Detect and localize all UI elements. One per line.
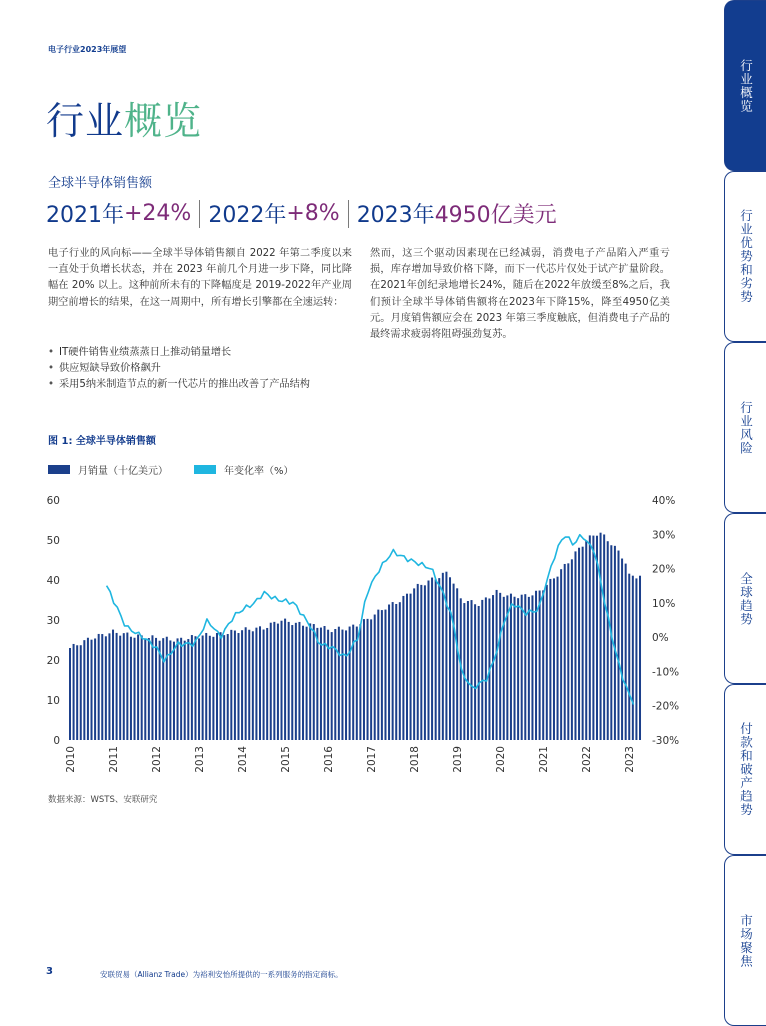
bar — [406, 594, 408, 740]
bar — [191, 635, 193, 740]
bar — [288, 622, 290, 740]
bar — [151, 635, 153, 740]
bar — [628, 574, 630, 740]
headline-year-2021: 2021年 — [46, 203, 124, 228]
x-tick-label: 2022 — [581, 746, 594, 773]
bar — [341, 630, 343, 740]
bar — [69, 648, 71, 740]
bar — [453, 584, 455, 740]
headline-stats — [46, 198, 557, 229]
y2-tick-label: -20% — [652, 700, 680, 713]
x-tick-label: 2016 — [323, 746, 336, 773]
bar — [302, 626, 304, 740]
bar — [277, 624, 279, 740]
bar — [313, 624, 315, 740]
bar — [456, 588, 458, 740]
header-label: 电子行业2023年展望 — [48, 45, 127, 54]
bar — [270, 623, 272, 740]
page-title-part2: 概览 — [124, 99, 203, 143]
bar — [259, 626, 261, 740]
bar — [625, 564, 627, 740]
side-tab-label: 全球趋势 — [738, 571, 754, 626]
side-tab-label: 付款和破产趋势 — [738, 722, 754, 817]
bullet-item: • IT硬件销售业绩蒸蒸日上推动销量增长 — [48, 345, 368, 361]
bar — [76, 645, 78, 740]
bar — [417, 584, 419, 740]
bar — [578, 548, 580, 740]
bar — [449, 577, 451, 740]
legend-label-line: 年变化率（%） — [224, 466, 294, 477]
bar — [162, 638, 164, 740]
legend-swatch-line — [194, 465, 216, 474]
bar — [553, 578, 555, 740]
bar — [539, 591, 541, 741]
bar — [241, 630, 243, 740]
bar — [137, 634, 139, 740]
bar — [184, 641, 186, 740]
bullet-item: • 供应短缺导致价格飙升 — [48, 361, 368, 377]
bar — [632, 576, 634, 740]
x-tick-label: 2019 — [452, 746, 465, 773]
bar — [227, 634, 229, 740]
side-tab-industry-overview[interactable] — [724, 0, 766, 171]
legend-label-bars: 月销量（十亿美元） — [78, 466, 168, 477]
data-source-note: 数据来源：WSTS、安联研究 — [48, 795, 158, 805]
bar — [514, 597, 516, 740]
headline-value-2021: +24% — [124, 201, 192, 226]
bar — [248, 630, 250, 740]
bar — [349, 627, 351, 740]
bar — [535, 591, 537, 740]
bar — [255, 628, 257, 740]
y-tick-label: 10 — [46, 695, 60, 707]
bar — [435, 579, 437, 740]
bar — [273, 622, 275, 740]
bar — [517, 598, 519, 740]
bar — [306, 627, 308, 740]
bar — [467, 601, 469, 740]
bar — [438, 578, 440, 740]
bar — [564, 564, 566, 740]
bar — [187, 639, 189, 740]
y-tick-label: 0 — [53, 735, 60, 747]
bar — [281, 621, 283, 740]
bar — [388, 605, 390, 740]
x-tick-label: 2014 — [237, 746, 250, 773]
paragraph-right: 然而，这三个驱动因素现在已经减弱，消费电子产品陷入严重亏损，库存增加导致价格下降，而下一代芯片仅处于试产扩量阶段。在2021年创纪录地增长24%，随后在2022年放缓至8%之后，我们预计全球半导体销售额将在2023年下降15%，降至4950亿美元。月度销售额应会在 2023 年第三季度触底，但消费电子产品的最终需求疲弱将阻碍强劲复苏。 — [370, 248, 670, 341]
bar — [73, 644, 75, 740]
bullet-item: • 采用5纳米制造节点的新一代芯片的推出改善了产品结构 — [48, 377, 368, 393]
bar — [202, 636, 204, 741]
bar — [374, 615, 376, 740]
bar — [560, 569, 562, 740]
bar — [234, 631, 236, 740]
bar — [173, 642, 175, 740]
bar — [399, 602, 401, 740]
y2-tick-label: 20% — [652, 563, 676, 576]
bar — [445, 572, 447, 740]
y2-tick-label: -10% — [652, 666, 680, 679]
side-tab-global-trends[interactable] — [724, 513, 766, 684]
bar — [180, 638, 182, 740]
bar — [345, 630, 347, 740]
y-tick-label: 20 — [46, 655, 60, 667]
x-tick-label: 2010 — [65, 746, 77, 773]
bar — [141, 635, 143, 740]
bar — [198, 638, 200, 740]
bar — [557, 577, 559, 740]
x-tick-label: 2012 — [151, 746, 164, 773]
bar — [413, 588, 415, 740]
bar — [144, 639, 146, 740]
side-tab-label: 行业优势和劣势 — [738, 209, 754, 304]
bar — [617, 551, 619, 740]
y-tick-label: 60 — [46, 495, 60, 507]
y2-tick-label: 10% — [652, 597, 676, 610]
bar — [478, 606, 480, 740]
side-tab-market-focus[interactable] — [724, 855, 766, 1026]
bar — [621, 559, 623, 740]
bar — [392, 602, 394, 740]
x-tick-label: 2015 — [280, 746, 293, 773]
x-tick-label: 2017 — [366, 746, 379, 773]
headline-year-2022: 2022年 — [208, 203, 287, 228]
figure-title: 图 1: 全球半导体销售额 — [48, 436, 156, 447]
bar — [424, 585, 426, 740]
bar — [205, 633, 207, 740]
page-title-part1: 行业 — [46, 99, 125, 143]
side-tab-industry-risk[interactable] — [724, 342, 766, 513]
bar — [284, 619, 286, 740]
bar — [123, 633, 125, 740]
y2-tick-label: 30% — [652, 529, 676, 542]
bar — [503, 597, 505, 740]
bar — [148, 638, 150, 740]
bar — [499, 593, 501, 740]
page-title — [46, 90, 202, 145]
bar — [528, 597, 530, 740]
bar — [338, 627, 340, 740]
bar — [442, 573, 444, 740]
bar — [94, 638, 96, 740]
bar — [80, 645, 82, 740]
bar — [263, 630, 265, 740]
bar — [126, 633, 128, 740]
bar — [474, 604, 476, 740]
bar — [316, 628, 318, 740]
bar — [496, 590, 498, 740]
bar — [381, 610, 383, 740]
side-tab-strengths-weaknesses[interactable] — [724, 171, 766, 342]
bar — [546, 585, 548, 740]
bar — [363, 619, 365, 740]
bar — [252, 631, 254, 740]
bar — [169, 640, 171, 740]
paragraph-left: 电子行业的风向标——全球半导体销售额自 2022 年第二季度以来一直处于负增长状态，并在 2023 年前几个月进一步下降，同比降幅在 20% 以上。这种前所未有的下降幅度是 2019-2022年产业周期空前增长的结果，在这一周期中，所有增长引擎都在全速运转： — [48, 248, 352, 308]
x-tick-label: 2023 — [624, 746, 637, 773]
section-subtitle: 全球半导体销售额 — [48, 176, 153, 191]
legend-swatch-bars — [48, 465, 70, 474]
bar — [91, 640, 93, 740]
bar — [134, 638, 136, 740]
bar — [603, 534, 605, 740]
bar — [295, 623, 297, 740]
y2-tick-label: -30% — [652, 735, 680, 747]
side-tab-label: 行业风险 — [738, 400, 754, 455]
x-tick-label: 2013 — [194, 746, 207, 773]
side-tab-label: 行业概览 — [738, 58, 754, 113]
bar — [614, 546, 616, 740]
bar — [367, 619, 369, 740]
bar — [112, 630, 114, 740]
bar — [216, 633, 218, 740]
bar — [582, 547, 584, 740]
bar — [291, 625, 293, 740]
bar — [402, 596, 404, 740]
headline-divider — [199, 200, 200, 228]
bar — [635, 578, 637, 740]
bar — [600, 533, 602, 740]
bar — [266, 628, 268, 740]
bar — [370, 619, 372, 740]
bar — [410, 594, 412, 740]
bar — [639, 576, 641, 740]
headline-value-2023: 4950亿美元 — [434, 203, 557, 228]
bar — [492, 595, 494, 740]
y2-tick-label: 40% — [652, 495, 676, 507]
bar — [209, 636, 211, 740]
bar — [309, 623, 311, 740]
bar — [237, 633, 239, 740]
bar — [592, 536, 594, 740]
bar — [298, 622, 300, 740]
bar — [334, 629, 336, 740]
bar — [356, 627, 358, 740]
x-tick-label: 2020 — [495, 746, 508, 773]
bar — [155, 638, 157, 740]
bar — [395, 604, 397, 740]
bar — [101, 634, 103, 740]
bar — [431, 578, 433, 740]
x-tick-label: 2021 — [538, 746, 551, 773]
y-tick-label: 50 — [46, 535, 60, 547]
headline-value-2022: +8% — [286, 201, 340, 226]
side-tab-label: 市场聚焦 — [738, 913, 754, 968]
bar — [119, 636, 121, 740]
bar — [420, 585, 422, 740]
side-tab-payment-insolvency[interactable] — [724, 684, 766, 855]
bar — [567, 563, 569, 740]
bar — [463, 603, 465, 740]
y2-tick-label: 0% — [652, 632, 669, 645]
bar — [471, 600, 473, 740]
bar — [542, 590, 544, 740]
x-tick-label: 2011 — [108, 746, 121, 773]
bar — [377, 610, 379, 740]
bar — [607, 541, 609, 740]
bar — [177, 638, 179, 740]
bar — [521, 595, 523, 740]
bar — [108, 633, 110, 740]
y-tick-label: 40 — [46, 575, 60, 587]
bar — [212, 637, 214, 740]
bar — [166, 637, 168, 740]
bar — [585, 541, 587, 740]
page-number: 3 — [46, 966, 53, 977]
bar — [83, 640, 85, 740]
bar — [230, 630, 232, 740]
bar — [481, 600, 483, 740]
bar — [485, 597, 487, 740]
bar — [105, 636, 107, 740]
x-tick-label: 2018 — [409, 746, 422, 773]
bar — [510, 594, 512, 740]
bar — [245, 627, 247, 740]
bar — [549, 579, 551, 740]
bar — [589, 535, 591, 740]
bar — [531, 595, 533, 740]
semiconductor-sales-chart — [40, 488, 680, 788]
bar — [130, 637, 132, 740]
bar — [116, 633, 118, 740]
bar — [87, 638, 89, 740]
y-tick-label: 30 — [46, 615, 60, 627]
headline-year-2023: 2023年 — [356, 203, 435, 228]
bar — [220, 632, 222, 740]
bar — [384, 610, 386, 740]
bar — [427, 581, 429, 741]
bullet-list — [48, 345, 368, 393]
bar — [359, 624, 361, 740]
headline-divider — [348, 200, 349, 228]
bar — [610, 545, 612, 740]
bar — [194, 636, 196, 740]
bar — [574, 551, 576, 740]
bar — [571, 559, 573, 740]
footer-trademark-note: 安联贸易（Allianz Trade）为裕利安怡所提供的一系列服务的指定商标。 — [100, 970, 343, 979]
bar — [223, 635, 225, 740]
bar — [98, 634, 100, 740]
chart-legend — [48, 462, 294, 477]
